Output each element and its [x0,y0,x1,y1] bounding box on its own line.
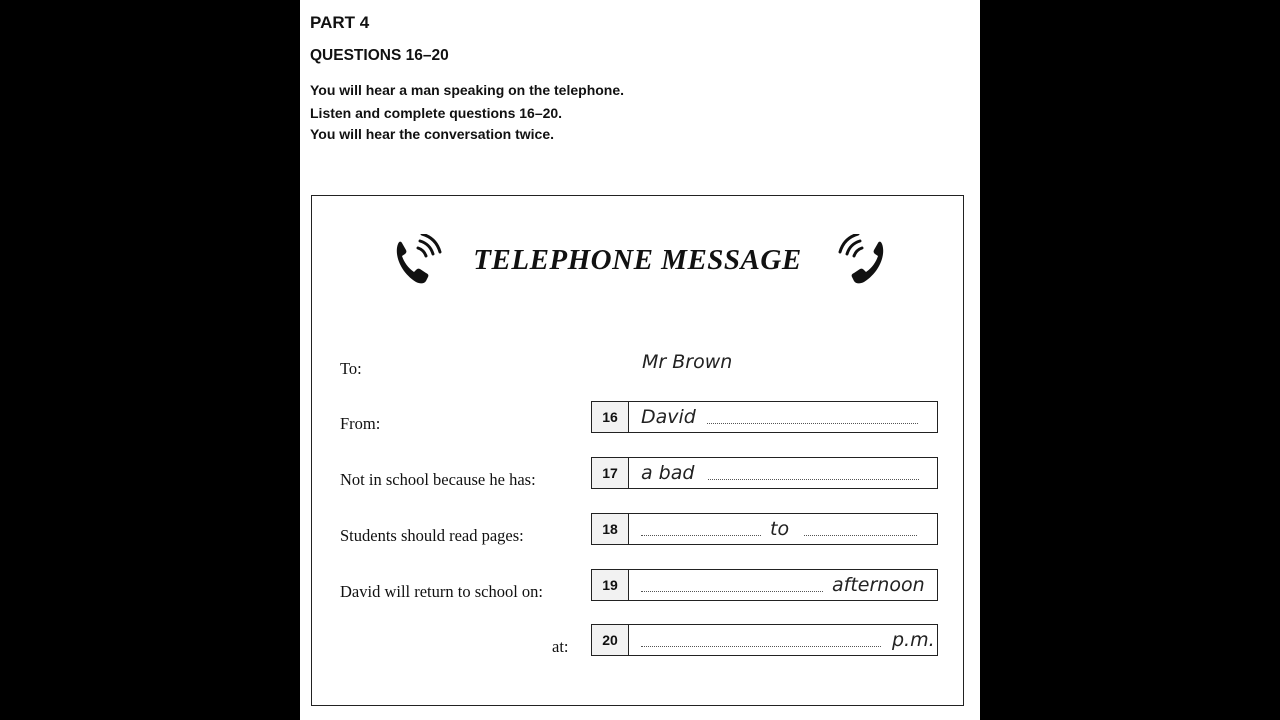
question-number: 18 [592,514,629,544]
prefill-text: a bad [641,462,695,484]
prefill-text: David [641,406,696,428]
answer-line[interactable] [641,591,823,592]
question-number: 17 [592,458,629,488]
to-label: To: [340,359,362,378]
from-label: From: [340,414,381,433]
middle-text: to [770,518,790,540]
answer-box-17[interactable] [591,457,938,489]
instruction-line-2: Listen and complete questions 16–20. [310,105,563,121]
instruction-line-1: You will hear a man speaking on the telephone. [310,82,625,98]
worksheet-page [300,0,980,720]
suffix-text: p.m. [892,629,935,651]
return-day-label: David will return to school on: [340,582,544,601]
answer-box-16[interactable] [591,401,938,433]
question-number: 20 [592,625,629,655]
question-number: 19 [592,570,629,600]
answer-box-20[interactable] [591,624,938,656]
answer-line[interactable] [641,646,881,647]
pages-label: Students should read pages: [340,526,524,545]
time-label: at: [552,637,569,656]
answer-box-19[interactable] [591,569,938,601]
answer-line-to[interactable] [804,535,917,536]
reason-label: Not in school because he has: [340,470,536,489]
answer-box-18[interactable] [591,513,938,545]
part-title: PART 4 [310,13,370,32]
instruction-line-3: You will hear the conversation twice. [310,126,555,142]
suffix-text: afternoon [832,574,925,596]
form-title: TELEPHONE MESSAGE [473,244,802,276]
question-number: 16 [592,402,629,432]
telephone-message-form [311,195,964,706]
answer-line[interactable] [708,479,919,480]
answer-line-from[interactable] [641,535,761,536]
questions-title: QUESTIONS 16–20 [310,47,449,64]
answer-line[interactable] [707,423,918,424]
to-value: Mr Brown [642,351,733,373]
telephone-icon [834,234,890,290]
